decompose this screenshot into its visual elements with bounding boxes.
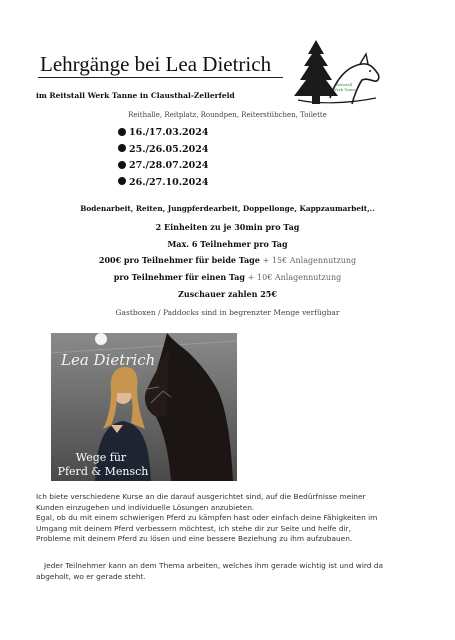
logo-text-line2: Werk Tanne: [333, 87, 356, 92]
units-line: 2 Einheiten zu je 30min pro Tag: [155, 222, 300, 232]
closing-paragraph: Jeder Teilnehmer kann an dem Thema arbeiten, welches ihm gerade wichtig ist und wird da abgeholt, wo er gerade steht.: [36, 561, 384, 581]
price-both-days-line: [0, 255, 455, 265]
date-item: 16./17.03.2024: [118, 125, 209, 142]
date-list: [118, 125, 209, 191]
price-one-extra: + 10€ Anlagennutzung: [247, 273, 342, 282]
logo-text-line1: Reitstall: [336, 82, 353, 87]
promo-photo: [51, 333, 237, 481]
topics-line: Bodenarbeit, Reiten, Jungpferdearbeit, Doppellonge, Kappzaumarbeit,..: [80, 204, 375, 213]
date-item: 25./26.05.2024: [118, 142, 209, 159]
title-underline: [38, 77, 283, 78]
bullet-icon: [118, 177, 126, 185]
max-participants-line: Max. 6 Teilnehmer pro Tag: [167, 239, 288, 249]
bullet-icon: [118, 128, 126, 136]
venue-line: im Reitstall Werk Tanne in Clausthal-Zellerfeld: [36, 91, 235, 100]
price-one-day-line: [0, 272, 455, 282]
bullet-icon: [118, 161, 126, 169]
photo-slogan-line1: Wege für: [75, 451, 127, 464]
date-item: 26./27.10.2024: [118, 175, 209, 192]
page-title: Lehrgänge bei Lea Dietrich: [40, 52, 272, 76]
photo-slogan-line2: Pferd & Mensch: [57, 465, 149, 478]
spectators-line: Zuschauer zahlen 25€: [178, 289, 277, 299]
photo-name: Lea Dietrich: [61, 351, 156, 369]
stable-logo: [286, 38, 386, 114]
intro-paragraph: Ich biete verschiedene Kurse an die darauf ausgerichtet sind, auf die Bedürfnisse meiner Kunden einzugehen und individuelle Lösungen anzubieten. Egal, ob du mit einem schwierigen Pferd zu kämpfen hast oder einfach deine Fähigkeiten im Umgang mit deinem Pferd verbessern möchtest, ich stehe dir zur Seite und helfe dir, Probleme mit deinem Pferd zu lösen und eine bessere Beziehung zu ihm aufzubauen.: [36, 492, 378, 544]
guest-boxes-line: Gastboxen / Paddocks sind in begrenzter Menge verfügbar: [115, 308, 340, 317]
price-both-main: 200€ pro Teilnehmer für beide Tage: [98, 255, 260, 265]
bullet-icon: [118, 144, 126, 152]
price-both-extra: + 15€ Anlagennutzung: [262, 256, 357, 265]
price-one-main: pro Teilnehmer für einen Tag: [113, 272, 245, 282]
date-item: 27./28.07.2024: [118, 158, 209, 175]
facilities-line: Reithalle, Reitplatz, Roundpen, Reiterstübchen, Toilette: [128, 111, 327, 119]
